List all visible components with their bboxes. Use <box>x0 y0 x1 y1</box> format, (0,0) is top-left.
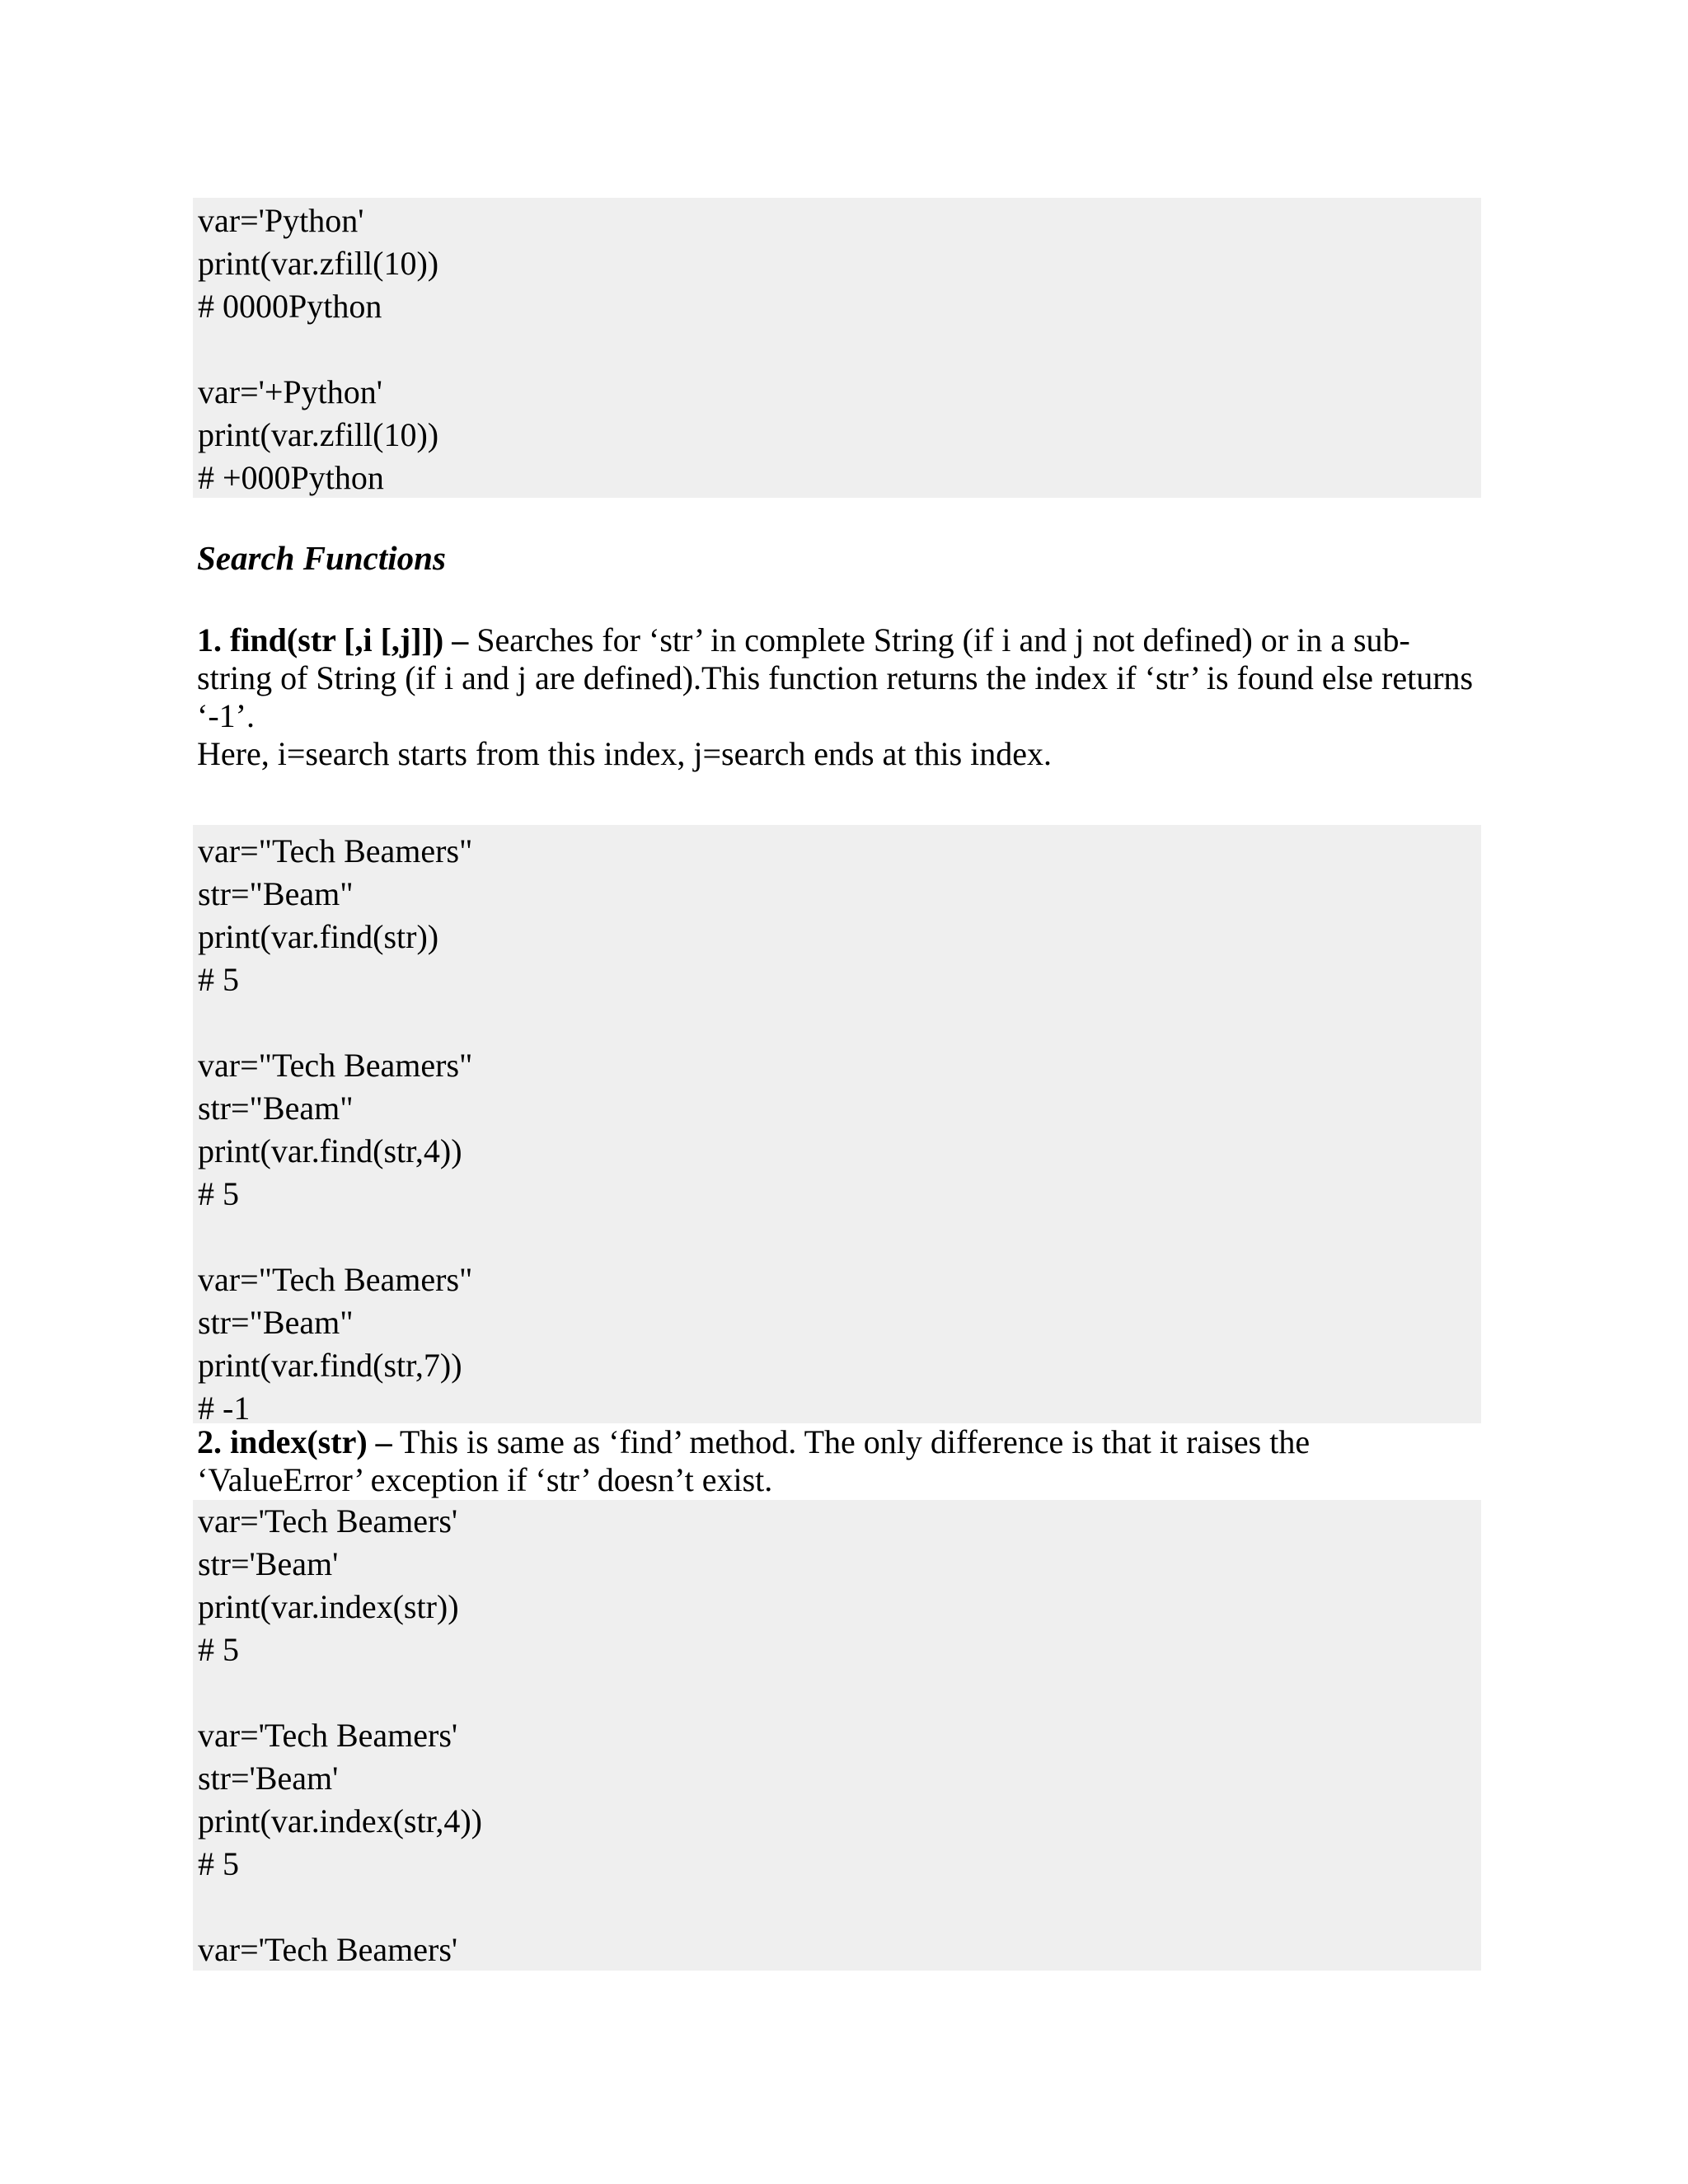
find-description-line: ‘-1’. <box>197 697 255 734</box>
code-line: print(var.zfill(10)) <box>198 245 439 282</box>
code-line: print(var.find(str,4)) <box>198 1132 462 1169</box>
code-line: print(var.find(str,7)) <box>198 1347 462 1384</box>
code-line: str="Beam" <box>198 1090 354 1127</box>
code-line: # 5 <box>198 1631 239 1668</box>
find-text: Searches for ‘str’ in complete String (if i and j not defined) or in a sub- <box>468 621 1410 658</box>
code-line <box>198 1216 1481 1258</box>
index-description <box>197 1423 1491 1499</box>
code-line: print(var.index(str)) <box>198 1588 459 1625</box>
code-block-zfill <box>193 198 1481 498</box>
code-line: # -1 <box>198 1390 251 1427</box>
code-line: # 5 <box>198 1175 239 1212</box>
find-term: 1. find(str [,i [,j]]) – <box>197 621 469 658</box>
code-block-find <box>193 825 1481 1427</box>
find-description-line: string of String (if i and j are defined).This function returns the index if ‘str’ is found else returns <box>197 659 1474 696</box>
index-description-line: ‘ValueError’ exception if ‘str’ doesn’t exist. <box>197 1461 773 1498</box>
code-line: var='Tech Beamers' <box>198 1502 458 1540</box>
section-heading: Search Functions <box>197 539 446 577</box>
code-line: str='Beam' <box>198 1760 339 1797</box>
find-description-line <box>197 621 1491 659</box>
code-block-index <box>193 1500 1481 1971</box>
code-line: print(var.index(str,4)) <box>198 1802 482 1840</box>
code-line: # 0000Python <box>198 288 382 325</box>
code-line: var="Tech Beamers" <box>198 1261 473 1298</box>
code-line <box>198 1001 1481 1044</box>
code-line: # 5 <box>198 961 239 998</box>
index-text: This is same as ‘find’ method. The only difference is that it raises the <box>392 1423 1311 1460</box>
code-line: var='Python' <box>198 202 364 239</box>
index-term: 2. index(str) – <box>197 1423 392 1460</box>
code-line: var="Tech Beamers" <box>198 832 473 869</box>
code-line: var='Tech Beamers' <box>198 1931 458 1968</box>
code-line: # 5 <box>198 1845 239 1882</box>
code-line: str="Beam" <box>198 1304 354 1341</box>
code-line: str="Beam" <box>198 875 354 912</box>
code-line: var='+Python' <box>198 373 382 410</box>
code-line: print(var.find(str)) <box>198 918 439 955</box>
find-description <box>197 621 1491 773</box>
code-line <box>198 328 1481 371</box>
code-line: var="Tech Beamers" <box>198 1047 473 1084</box>
find-description-line: Here, i=search starts from this index, j=search ends at this index. <box>197 735 1053 772</box>
code-line: # +000Python <box>198 459 384 496</box>
code-line <box>198 1886 1481 1929</box>
index-description-line <box>197 1423 1491 1461</box>
code-line: str='Beam' <box>198 1545 339 1582</box>
code-line: var='Tech Beamers' <box>198 1717 458 1754</box>
code-line: print(var.zfill(10)) <box>198 416 439 453</box>
code-line <box>198 1671 1481 1714</box>
